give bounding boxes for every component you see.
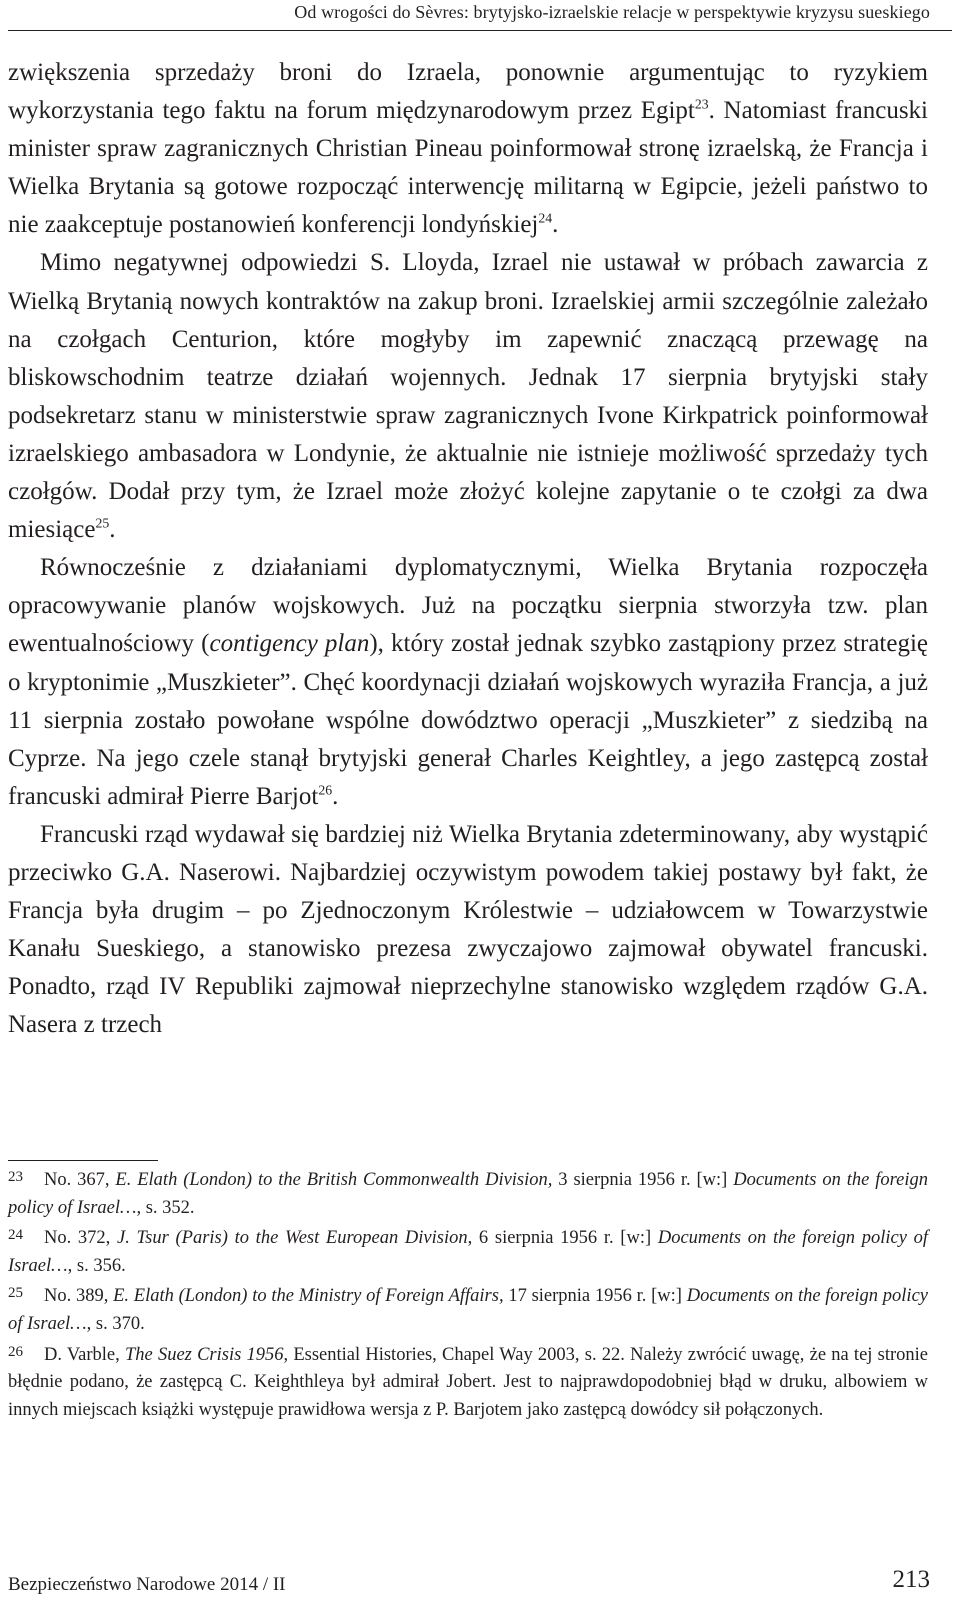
italic-title: The Suez Crisis 1956: [124, 1344, 284, 1365]
text-run: , s. 370.: [86, 1313, 145, 1334]
text-run: 17 sierpnia 1956 r. [w:]: [503, 1286, 687, 1307]
text-run: , s. 356.: [67, 1255, 126, 1276]
paragraph-3: [8, 549, 928, 816]
text-run: No. 367,: [44, 1170, 116, 1190]
text-run: . Natomiast francuski minister spraw zagranicznych Christian Pineau poinformował stronę izraelską, że Francja i Wielka Brytania są gotowe rozpocząć interwencję militarną w Egipcie, jeżeli państwo to nie zaakceptuje postanowień konferencji londyńskiej: [8, 97, 928, 239]
text-run: , s. 352.: [136, 1197, 195, 1218]
footnote-ref-25[interactable]: 25: [95, 515, 110, 531]
italic-title: E. Elath (London) to the Ministry of Foreign Affairs,: [113, 1286, 504, 1307]
main-text: [8, 54, 928, 1044]
footnotes: [8, 1164, 928, 1424]
running-header: Od wrogości do Sèvres: brytyjsko-izraelskie relacje w perspektywie kryzysu sueskiego: [294, 2, 930, 22]
text-run: ), który został jednak szybko zastąpiony przez strategię o kryptonimie „Muszkieter”. Chęć koordynacji działań wojskowych wyraziła Francja, a już 11 sierpnia zostało powołane wspólne dowództwo operacji „Muszkieter” z siedzibą na Cyprze. Na jego czele stanął brytyjski generał Charles Keightley, a jego zastępcą został francuski admirał Pierre Barjot: [8, 630, 928, 810]
footnote-number: 24: [8, 1227, 23, 1244]
journal-footer: Bezpieczeństwo Narodowe 2014 / II: [8, 1574, 286, 1595]
footnote-number: 23: [8, 1169, 23, 1185]
footnote-ref-24[interactable]: 24: [538, 211, 553, 227]
text-run: , Essential Histories, Chapel Way 2003, s. 22. Należy zwrócić uwagę, że na tej stronie błędnie podano, że zastępcą C. Keighthleya był admirał Jobert. Jest to najprawdopodobniej błąd w druku, albowiem w innych miejscach książki występuje prawidłowa wersja z P. Barjotem jako zastępcą dowódcy sił połączonych.: [8, 1344, 928, 1420]
italic-title: Documents on the foreign policy of Israel…: [8, 1170, 928, 1218]
footnote-26: [8, 1339, 928, 1425]
text-run: .: [109, 516, 116, 544]
text-run: Mimo negatywnej odpowiedzi S. Lloyda, Izrael nie ustawał w próbach zawarcia z Wielką Brytanią nowych kontraktów na zakup broni. Izraelskiej armii szczególnie zależało na czołgach Centurion, które mogłyby im zapewnić znaczącą przewagę na bliskowschodnim teatrze działań wojennych. Jednak 17 sierpnia brytyjski stały podsekretarz stanu w ministerstwie spraw zagranicznych Ivone Kirkpatrick poinformował izraelskiego ambasadora w Londynie, że aktualnie nie istnieje możliwość sprzedaży tych czołgów. Dodał przy tym, że Izrael może złożyć kolejne zapytanie o te czołgi za dwa miesiące: [8, 249, 928, 544]
italic-title: J. Tsur (Paris) to the West European Division: [117, 1228, 468, 1249]
text-run: Francuski rząd wydawał się bardziej niż Wielka Brytania zdeterminowany, aby wystąpić przeciwko G.A. Naserowi. Najbardziej oczywistym powodem takiej postawy był fakt, że Francja była drugim – po Zjednoczonym Królestwie – udziałowcem w Towarzystwie Kanału Sueskiego, a stanowisko prezesa zwyczajowo zajmował obywatel francuski. Ponadto, rząd IV Republiki zajmował nieprzechylne stanowisko względem rządów G.A. Nasera z trzech: [8, 820, 928, 1039]
footnote-ref-23[interactable]: 23: [694, 96, 709, 112]
paragraph-4: [8, 816, 928, 1045]
footnote-separator: [8, 1160, 158, 1161]
italic-title: Documents on the foreign policy of Israel…: [8, 1228, 928, 1276]
footnote-23: [8, 1164, 928, 1222]
footnote-25: [8, 1280, 928, 1338]
italic-title: E. Elath (London) to the British Commonwealth Division,: [115, 1170, 553, 1190]
text-run: Równocześnie z działaniami dyplomatycznymi, Wielka Brytania rozpoczęła opracowywanie planów wojskowych. Już na początku sierpnia stworzyła tzw. plan ewentualnościowy (: [8, 554, 928, 658]
text-run: .: [552, 211, 559, 239]
footnote-number: 26: [8, 1343, 23, 1360]
header-rule: [8, 30, 952, 31]
footnote-24: [8, 1222, 928, 1280]
paragraph-1: [8, 54, 928, 244]
text-run: , 6 sierpnia 1956 r. [w:]: [467, 1228, 658, 1249]
italic-term: contigency plan: [209, 630, 370, 658]
text-run: 3 sierpnia 1956 r. [w:]: [552, 1170, 734, 1190]
paragraph-2: [8, 244, 928, 549]
footnote-number: 25: [8, 1285, 23, 1302]
page-number: 213: [892, 1566, 930, 1593]
text-run: D. Varble,: [44, 1344, 125, 1365]
text-run: No. 389,: [44, 1286, 114, 1307]
text-run: zwiększenia sprzedaży broni do Izraela, ponownie argumentując to ryzykiem wykorzystania tego faktu na forum międzynarodowym przez Egipt: [8, 59, 928, 125]
footnote-ref-26[interactable]: 26: [318, 782, 333, 798]
italic-title: Documents on the foreign policy of Israel…: [8, 1286, 928, 1334]
text-run: .: [332, 782, 339, 810]
text-run: No. 372,: [44, 1228, 118, 1249]
